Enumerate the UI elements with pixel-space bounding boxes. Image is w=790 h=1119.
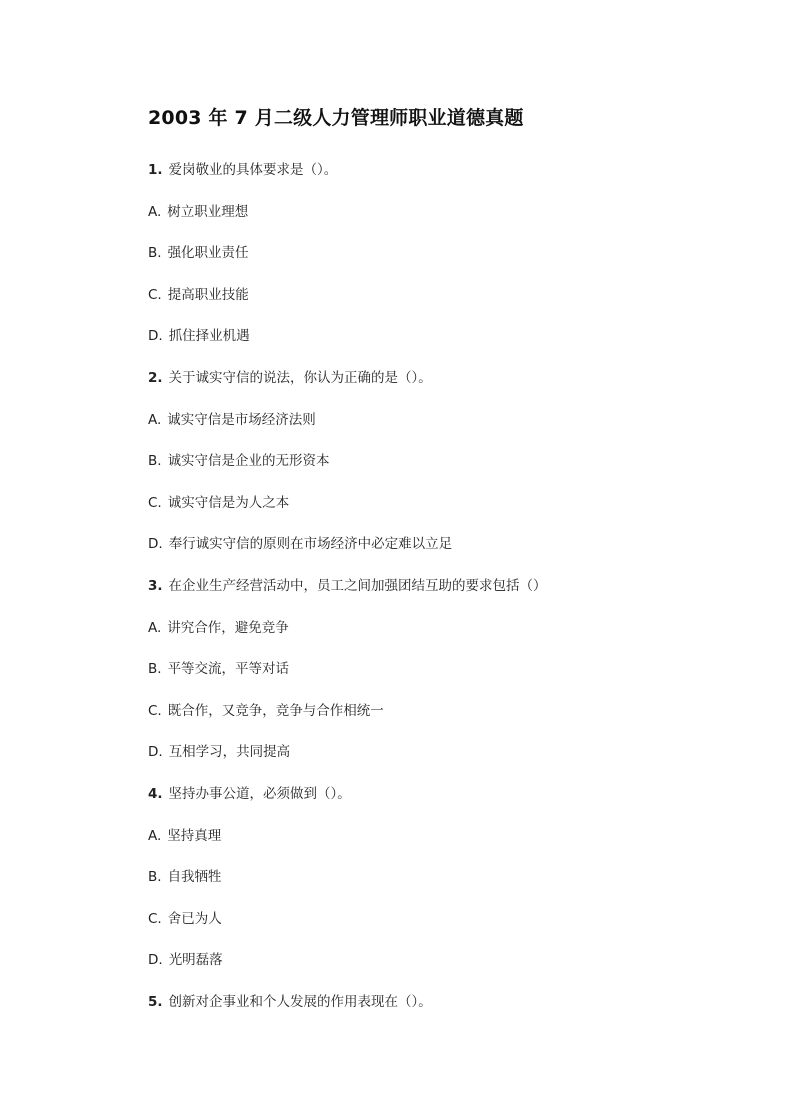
- option-letter: B.: [148, 661, 162, 678]
- question-1-option-a: [148, 198, 708, 240]
- question-text: 在企业生产经营活动中，员工之间加强团结互助的要求包括（）: [168, 577, 547, 594]
- option-letter: C.: [148, 702, 162, 719]
- option-letter: B.: [148, 245, 162, 262]
- option-text: 提高职业技能: [167, 286, 249, 303]
- question-1-option-d: [148, 322, 708, 364]
- question-4-option-a: [148, 822, 708, 864]
- question-number: 4.: [148, 785, 163, 802]
- question-3-option-d: [148, 738, 708, 780]
- question-2-option-d: [148, 530, 708, 572]
- question-1-option-b: [148, 239, 708, 281]
- option-text: 坚持真理: [167, 827, 222, 844]
- question-number: 3.: [148, 577, 163, 594]
- option-letter: D.: [148, 328, 163, 345]
- question-text: 爱岗敬业的具体要求是（）。: [168, 162, 338, 178]
- question-text: 坚持办事公道，必须做到（）。: [168, 785, 351, 802]
- option-letter: B.: [148, 869, 162, 886]
- question-3-option-c: [148, 697, 708, 739]
- option-letter: C.: [148, 910, 162, 927]
- option-letter: C.: [148, 286, 162, 303]
- question-text: 关于诚实守信的说法，你认为正确的是（）。: [168, 369, 432, 386]
- option-letter: A.: [148, 619, 162, 636]
- option-text: 奉行诚实守信的原则在市场经济中必定难以立足: [168, 536, 453, 553]
- option-text: 抓住择业机遇: [168, 328, 250, 345]
- question-5: [148, 988, 708, 1030]
- question-4-option-d: [148, 946, 708, 988]
- option-letter: A.: [148, 827, 162, 844]
- question-number: 2.: [148, 369, 163, 386]
- option-text: 互相学习，共同提高: [168, 744, 291, 761]
- option-letter: D.: [148, 952, 163, 969]
- option-text: 诚实守信是为人之本: [167, 494, 290, 511]
- question-2-option-c: [148, 489, 708, 531]
- question-list: [148, 156, 708, 1029]
- option-letter: A.: [148, 203, 162, 220]
- question-2: [148, 364, 708, 406]
- option-text: 诚实守信是企业的无形资本: [167, 453, 330, 470]
- option-letter: C.: [148, 494, 162, 511]
- question-number: 1.: [148, 162, 163, 178]
- option-letter: D.: [148, 744, 163, 761]
- option-text: 既合作，又竞争，竞争与合作相统一: [167, 702, 384, 719]
- question-1: [148, 156, 708, 198]
- option-letter: D.: [148, 536, 163, 553]
- question-2-option-b: [148, 447, 708, 489]
- option-letter: B.: [148, 453, 162, 470]
- option-text: 光明磊落: [168, 952, 223, 969]
- question-4-option-b: [148, 863, 708, 905]
- question-2-option-a: [148, 406, 708, 448]
- question-number: 5.: [148, 993, 163, 1010]
- question-4: [148, 780, 708, 822]
- option-text: 树立职业理想: [167, 203, 249, 220]
- question-text: 创新对企事业和个人发展的作用表现在（）。: [168, 993, 432, 1010]
- option-text: 强化职业责任: [167, 245, 249, 262]
- question-3-option-b: [148, 655, 708, 697]
- option-text: 讲究合作，避免竞争: [167, 619, 289, 636]
- question-4-option-c: [148, 905, 708, 947]
- question-1-option-c: [148, 281, 708, 323]
- option-text: 平等交流，平等对话: [167, 661, 290, 678]
- option-text: 诚实守信是市场经济法则: [167, 411, 316, 428]
- option-text: 自我牺牲: [167, 869, 222, 886]
- question-3-option-a: [148, 614, 708, 656]
- question-3: [148, 572, 708, 614]
- option-letter: A.: [148, 411, 162, 428]
- option-text: 舍已为人: [167, 910, 222, 927]
- document-title: 2003 年 7 月二级人力管理师职业道德真题: [148, 107, 524, 129]
